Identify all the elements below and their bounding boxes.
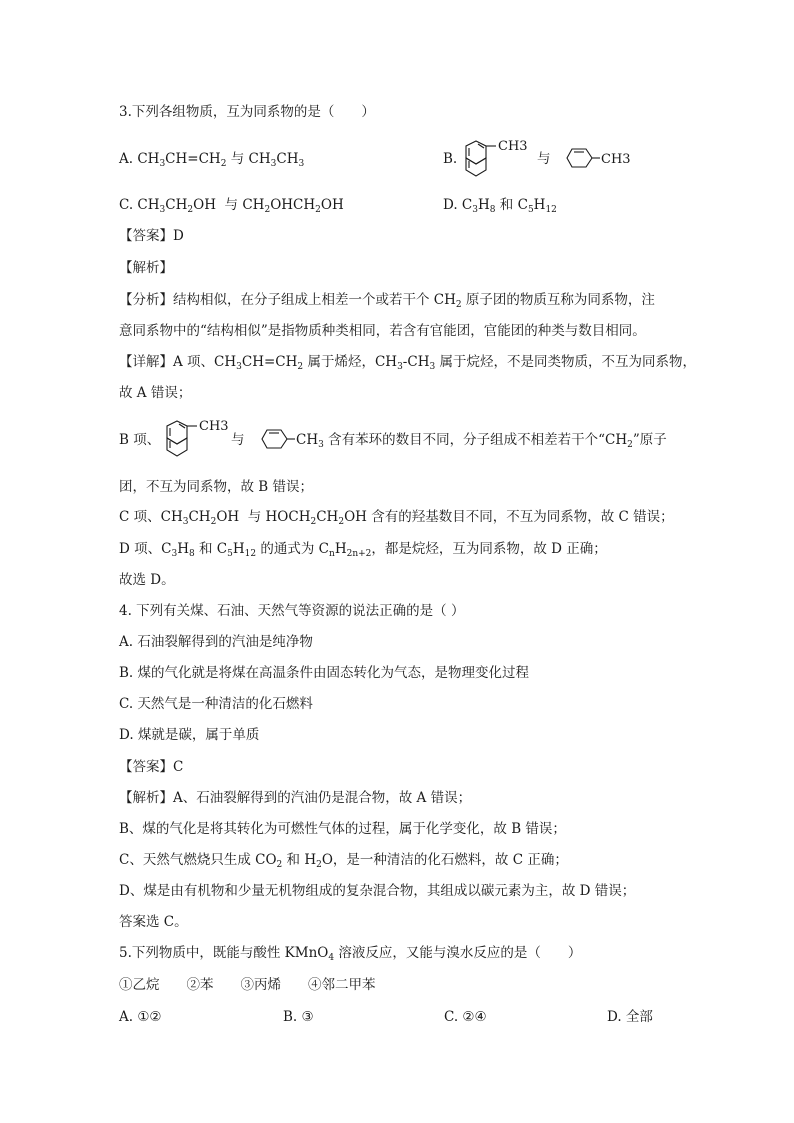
naphthalene-structure-icon [462,136,540,186]
q4-conclusion: 答案选 C。 [119,914,188,930]
q5-option-b: B. ③ [283,1009,314,1025]
q3-option-d: D. $C_3H_8$ 和 $C_5H_{12}$ [443,197,557,215]
q4-jiexi-line4: D、煤是由有机物和少量无机物组成的复杂混合物，其组成以碳元素为主，故 D 错误； [119,883,636,899]
q3-answer: 【答案】D [119,228,184,244]
q3-xiangjie-line1: 【详解】A 项、$CH_3CH=CH_2$ 属于烯烃，$CH_3-CH_3$ 属于烷烃，不是同类物质，不互为同系物， [119,354,696,372]
q4-option-d: D. 煤就是碳，属于单质 [119,727,260,743]
naphthalene-structure-icon [163,416,235,466]
q3-fenxi-line2: 意同系物中的“结构相似”是指物质种类相同，若含有官能团，官能团的种类与数目相同。 [119,323,646,339]
q4-jiexi-line1: 【解析】A、石油裂解得到的汽油仍是混合物，故 A 错误； [119,790,472,806]
q3-d-line: D 项、$C_3H_8$ 和 $C_5H_{12}$ 的通式为 $C_nH_{2n+2}$，都是烷烃，互为同系物，故 D 正确； [119,541,607,559]
q3-analysis-label: 【解析】 [119,260,173,276]
q3-option-a: A. $CH_3CH=CH_2$ 与 $CH_3CH_3$ [119,151,305,169]
q3-conclusion: 故选 D。 [119,572,175,588]
svg-text:CH3: CH3 [498,139,528,154]
q3-option-b-letter: B. [443,151,458,167]
q3-b-prefix: B 项、 [119,432,161,448]
q3-xiangjie-line2: 故 A 错误； [119,385,192,401]
q4-jiexi-line2: B、煤的气化是将其转化为可燃性气体的过程，属于化学变化，故 B 错误； [119,821,566,837]
q3-stem: 3.下列各组物质，互为同系物的是（ ） [119,104,375,120]
toluene-structure-icon [261,427,295,453]
q4-jiexi-line3: C、天然气燃烧只生成 $CO_2$ 和 $H_2O$，是一种清洁的化石燃料，故 C 正确； [119,852,568,870]
q3-b-line2: 团，不互为同系物，故 B 错误； [119,479,314,495]
q5-items: ①乙烷 ②苯 ③丙烯 ④邻二甲苯 [119,977,376,993]
q3-b-mid: 与 [231,432,245,448]
q4-answer: 【答案】C [119,759,184,775]
q3-fenxi-line1: 【分析】结构相似，在分子组成上相差一个或若干个 $CH_2$ 原子团的物质互称为同系物，注 [119,292,655,310]
svg-text:CH3: CH3 [601,152,631,167]
q4-option-c: C. 天然气是一种清洁的化石燃料 [119,696,313,712]
q3-b-rest: $CH_3$ 含有苯环的数目不同，分子组成不相差若干个“$CH_2$”原子 [296,432,667,450]
q4-stem: 4. 下列有关煤、石油、天然气等资源的说法正确的是（ ） [119,603,465,619]
svg-text:CH3: CH3 [199,419,229,434]
q4-option-a: A. 石油裂解得到的汽油是纯净物 [119,634,313,650]
q3-c-line: C 项、$CH_3CH_2OH$ 与 $HOCH_2CH_2OH$ 含有的羟基数目不同，不互为同系物，故 C 错误； [119,509,674,527]
q4-option-b: B. 煤的气化就是将煤在高温条件由固态转化为气态，是物理变化过程 [119,665,530,681]
q3-option-b-mid: 与 [537,151,551,167]
q5-stem: 5.下列物质中，既能与酸性 KMnO$_4$ 溶液反应，又能与溴水反应的是（ ） [119,945,582,963]
toluene-structure-icon [566,146,636,172]
q5-option-a: A. ①② [119,1009,162,1025]
q5-option-d: D. 全部 [607,1009,653,1025]
q5-option-c: C. ②④ [444,1009,487,1025]
q3-option-c: C. $CH_3CH_2OH$ 与 $CH_2OHCH_2OH$ [119,197,344,215]
